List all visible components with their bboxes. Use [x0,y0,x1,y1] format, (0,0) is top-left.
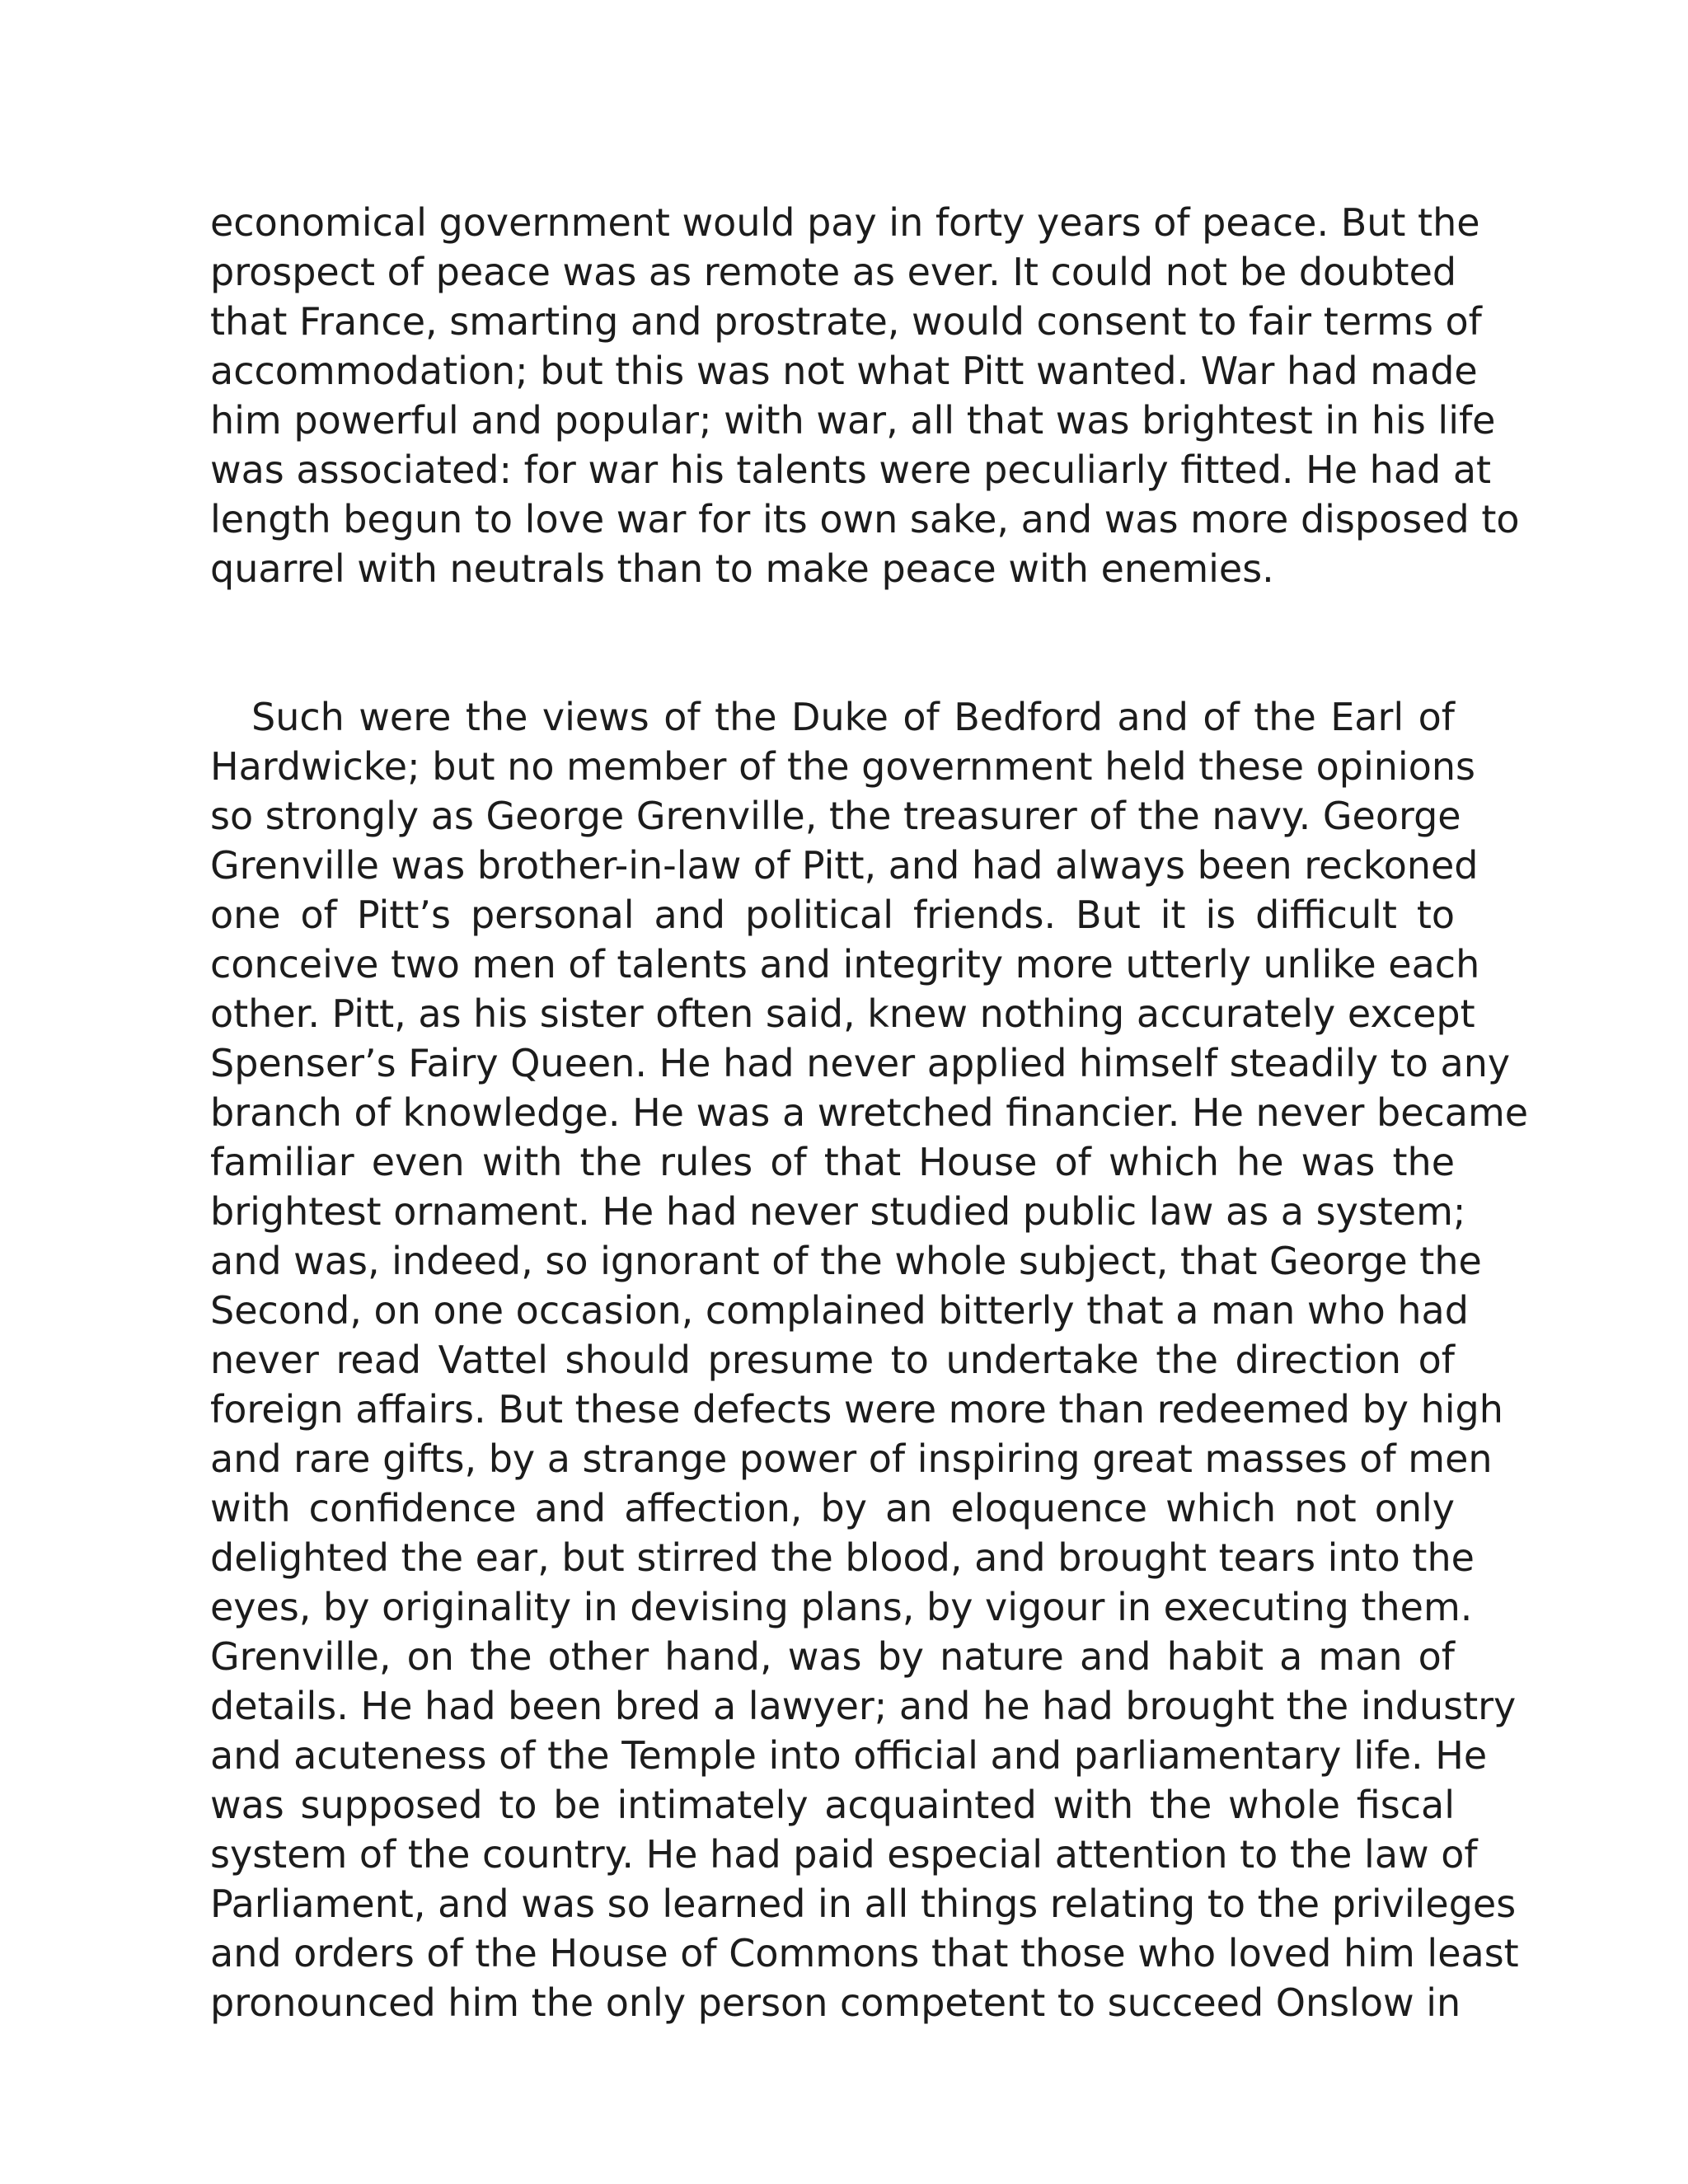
text-line: was associated: for war his talents were peculiarly fitted. He had at [210,448,1492,492]
text-line: pronounced him the only person competent to succeed Onslow in [210,1980,1461,2025]
text-line: system of the country. He had paid especial attention to the law of [210,1832,1478,1877]
text-line: brightest ornament. He had never studied public law as a system; [210,1189,1466,1234]
text-line: Hardwicke; but no member of the government held these opinions [210,744,1475,789]
text-line: with confidence and affection, by an eloquence which not only [210,1486,1455,1530]
text-line: and orders of the House of Commons that those who loved him least [210,1931,1519,1975]
text-line: never read Vattel should presume to undertake the direction of [210,1338,1455,1382]
text-line: Spenser’s Fairy Queen. He had never applied himself steadily to any [210,1041,1511,1085]
text-line: accommodation; but this was not what Pitt wanted. War had made [210,349,1478,393]
text-line: conceive two men of talents and integrity more utterly unlike each [210,942,1480,987]
text-line: length begun to love war for its own sake, and was more disposed to [210,497,1520,541]
text-line: Grenville was brother-in-law of Pitt, and had always been reckoned [210,843,1479,888]
text-line: prospect of peace was as remote as ever. It could not be doubted [210,250,1457,294]
text-line: one of Pitt’s personal and political friends. But it is difficult to [210,893,1455,937]
text-line: branch of knowledge. He was a wretched financier. He never became [210,1090,1529,1135]
text-line: other. Pitt, as his sister often said, knew nothing accurately except [210,991,1475,1036]
text-line: quarrel with neutrals than to make peace with enemies. [210,546,1274,591]
text-line: details. He had been bred a lawyer; and he had brought the industry [210,1684,1517,1728]
text-line: familiar even with the rules of that House of which he was the [210,1140,1455,1184]
text-line: and acuteness of the Temple into official and parliamentary life. He [210,1733,1488,1778]
text-line: Parliament, and was so learned in all things relating to the privileges [210,1882,1517,1926]
text-line: and rare gifts, by a strange power of inspiring great masses of men [210,1436,1493,1481]
paragraph-2 [210,692,1529,2027]
text-line: so strongly as George Grenville, the treasurer of the navy. George [210,794,1461,838]
text-line: was supposed to be intimately acquainted with the whole fiscal [210,1783,1455,1827]
text-line: Grenville, on the other hand, was by nature and habit a man of [210,1634,1455,1679]
text-line: foreign affairs. But these defects were more than redeemed by high [210,1387,1503,1432]
text-line: delighted the ear, but stirred the blood, and brought tears into the [210,1535,1475,1580]
text-line: eyes, by originality in devising plans, by vigour in executing them. [210,1585,1473,1629]
text-line: that France, smarting and prostrate, would consent to fair terms of [210,299,1482,344]
paragraph-1 [210,198,1520,593]
text-line: him powerful and popular; with war, all that was brightest in his life [210,398,1496,443]
text-line: and was, indeed, so ignorant of the whole subject, that George the [210,1239,1482,1283]
text-line: economical government would pay in forty years of peace. But the [210,200,1480,245]
text-line: Second, on one occasion, complained bitterly that a man who had [210,1288,1469,1333]
text-line: Such were the views of the Duke of Bedford and of the Earl of [251,695,1455,739]
